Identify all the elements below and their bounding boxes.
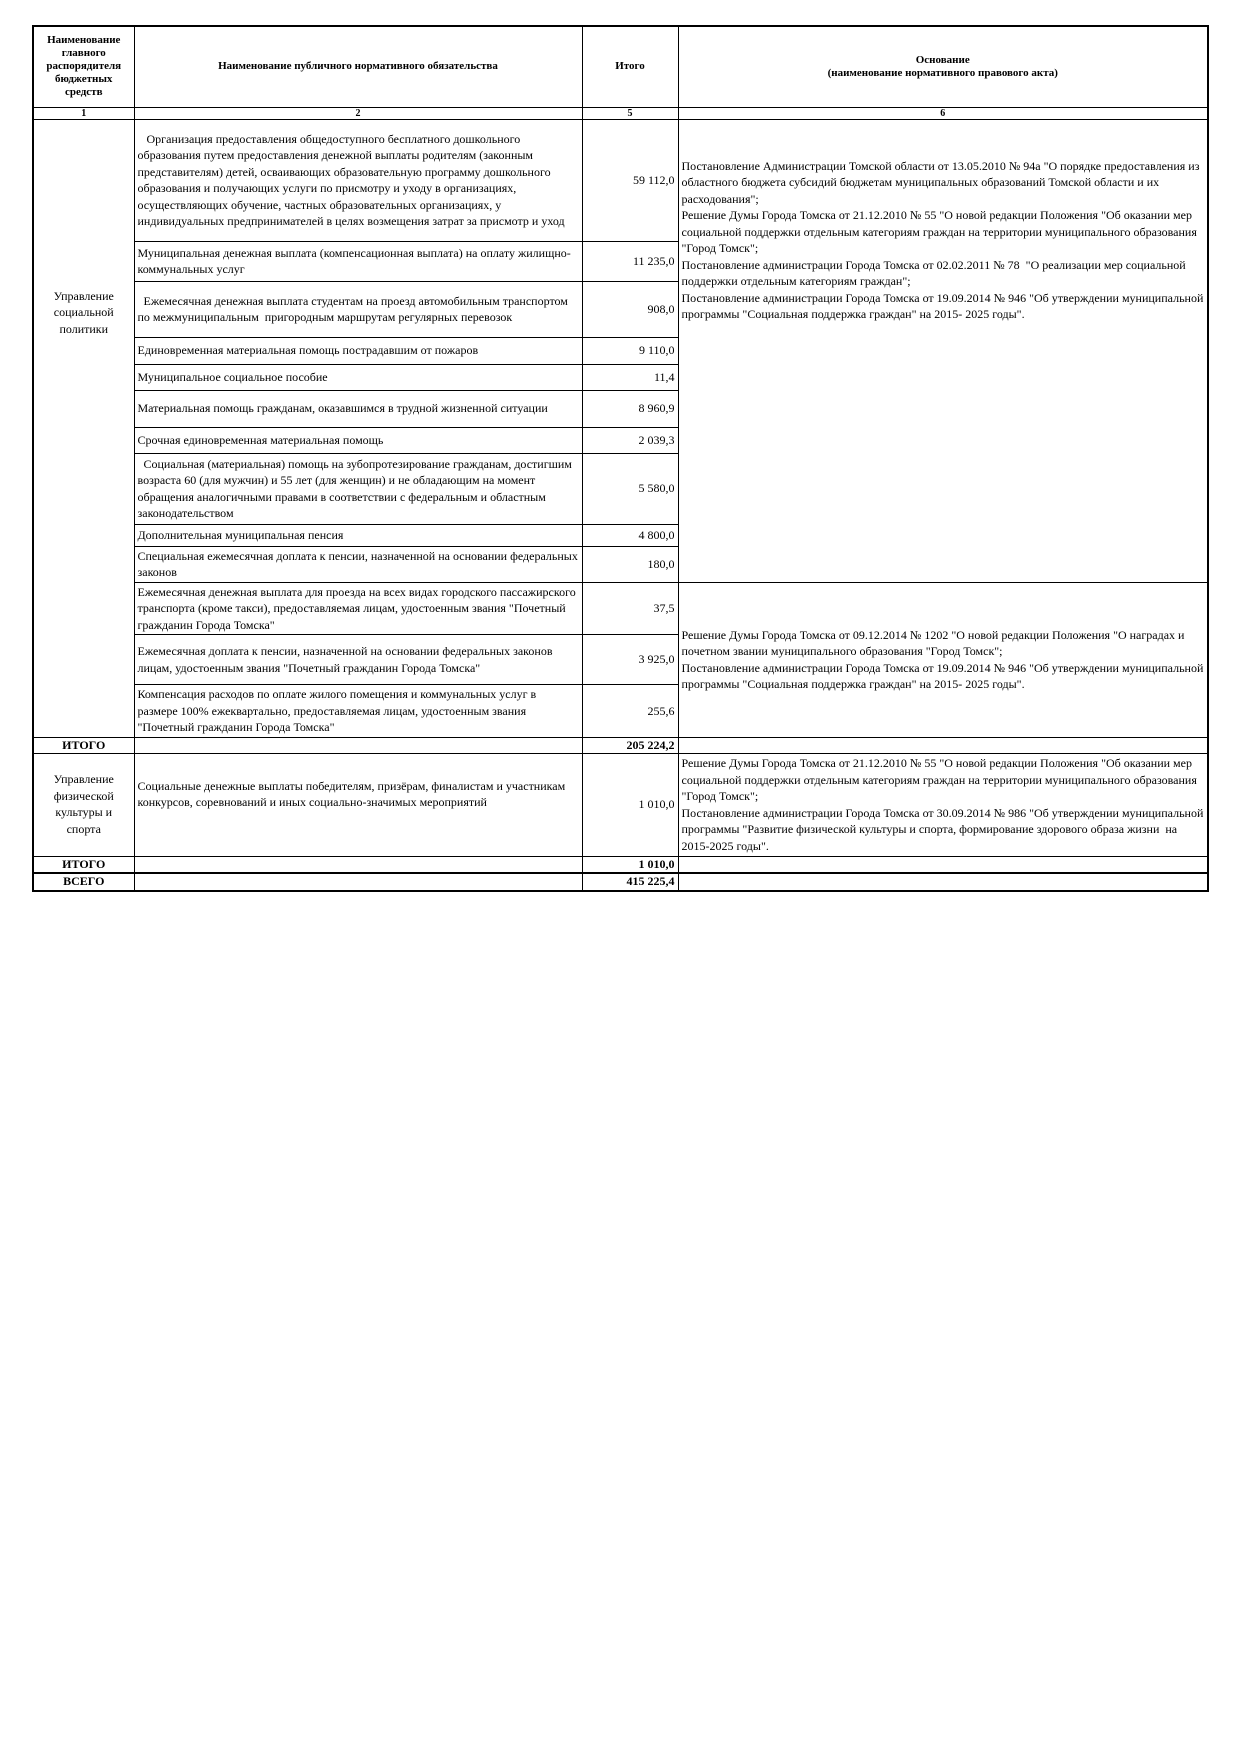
grand-total-label: ВСЕГО xyxy=(33,873,134,891)
subtotal-value: 205 224,2 xyxy=(582,737,678,753)
obligation-name: Муниципальная денежная выплата (компенсационная выплата) на оплату жилищно-коммунальных услуг xyxy=(134,241,582,281)
header-agency: Наименование главного распорядителя бюджетных средств xyxy=(33,26,134,107)
obligation-total: 5 580,0 xyxy=(582,453,678,524)
column-number: 2 xyxy=(134,107,582,119)
obligation-name: Дополнительная муниципальная пенсия xyxy=(134,524,582,546)
agency-sports: Управление физической культуры и спорта xyxy=(33,753,134,856)
obligation-total: 11,4 xyxy=(582,364,678,390)
header-row xyxy=(33,26,1208,107)
basis-honorary-citizen: Решение Думы Города Томска от 09.12.2014 № 1202 "О новой редакции Положения "О наградах и почетном звании муниципального образования "Город Томск"; Постановление администрации Города Томска от 19.09.2014 № 946 "Об утверждении муниципальной программы "Социальная поддержка граждан" на 2015- 2025 годы". xyxy=(678,582,1208,737)
obligation-name: Ежемесячная доплата к пенсии, назначенной на основании федеральных законов лицам, удостоенным звания "Почетный гражданин Города Томска" xyxy=(134,635,582,685)
subtotal-value: 1 010,0 xyxy=(582,856,678,873)
obligation-total: 4 800,0 xyxy=(582,524,678,546)
obligation-name: Срочная единовременная материальная помощь xyxy=(134,427,582,453)
obligation-name: Единовременная материальная помощь пострадавшим от пожаров xyxy=(134,337,582,364)
table-row xyxy=(33,119,1208,241)
obligation-total: 37,5 xyxy=(582,582,678,635)
budget-table xyxy=(32,25,1209,892)
column-number-row xyxy=(33,107,1208,119)
header-obligation: Наименование публичного нормативного обязательства xyxy=(134,26,582,107)
header-basis-title: Основание xyxy=(915,53,970,66)
subtotal-row xyxy=(33,856,1208,873)
obligation-total: 180,0 xyxy=(582,546,678,582)
grand-total-row xyxy=(33,873,1208,891)
table-row xyxy=(33,582,1208,635)
basis-social-support: Постановление Администрации Томской области от 13.05.2010 № 94а "О порядке предоставления из областного бюджета субсидий бюджетам муниципальных образований Томской области и их расходования"; Решение Думы Города Томска от 21.12.2010 № 55 "О новой редакции Положения "Об оказании мер социальной поддержки отдельным категориям граждан на территории муниципального образования "Город Томск"; Постановление администрации Города Томска от 02.02.2011 № 78 "О реализации мер социальной поддержки отдельным категориям граждан"; Постановление администрации Города Томска от 19.09.2014 № 946 "Об утверждении муниципальной программы "Социальная поддержка граждан" на 2015- 2025 годы". xyxy=(678,119,1208,582)
obligation-total: 255,6 xyxy=(582,685,678,738)
obligation-total: 2 039,3 xyxy=(582,427,678,453)
obligation-name: Организация предоставления общедоступного бесплатного дошкольного образования путем предоставления денежной выплаты родителям (законным представителям) детей, осваивающих образовательную программу дошкольного образования и получающих услуги по присмотру и уходу в организациях, осуществляющих обучение, частных образовательных организациях, у индивидуальных предпринимателей в целях возмещения затрат за присмотр и уход xyxy=(134,119,582,241)
obligation-name: Специальная ежемесячная доплата к пенсии, назначенной на основании федеральных законов xyxy=(134,546,582,582)
subtotal-empty-cell xyxy=(134,856,582,873)
subtotal-label: ИТОГО xyxy=(33,737,134,753)
obligation-total: 8 960,9 xyxy=(582,390,678,427)
obligation-name: Ежемесячная денежная выплата студентам на проезд автомобильным транспортом по межмуниципальным пригородным маршрутам регулярных перевозок xyxy=(134,281,582,337)
obligation-name: Материальная помощь гражданам, оказавшимся в трудной жизненной ситуации xyxy=(134,390,582,427)
obligation-total: 11 235,0 xyxy=(582,241,678,281)
column-number: 6 xyxy=(678,107,1208,119)
subtotal-label: ИТОГО xyxy=(33,856,134,873)
column-number: 5 xyxy=(582,107,678,119)
obligation-total: 908,0 xyxy=(582,281,678,337)
obligation-name: Социальная (материальная) помощь на зубопротезирование гражданам, достигшим возраста 60 (для мужчин) и 55 лет (для женщин) и не обладающим на момент обращения аналогичными правами в соответствии с федеральным и областным законодательством xyxy=(134,453,582,524)
obligation-total: 9 110,0 xyxy=(582,337,678,364)
subtotal-empty-cell xyxy=(678,737,1208,753)
obligation-total: 59 112,0 xyxy=(582,119,678,241)
obligation-name: Социальные денежные выплаты победителям, призёрам, финалистам и участникам конкурсов, соревнований и иных социально-значимых мероприятий xyxy=(134,753,582,856)
column-number: 1 xyxy=(33,107,134,119)
header-basis xyxy=(678,26,1208,107)
header-basis-subtitle: (наименование нормативного правового акта) xyxy=(827,66,1058,79)
obligation-name: Компенсация расходов по оплате жилого помещения и коммунальных услуг в размере 100% ежеквартально, предоставляемая лицам, удостоенным звания "Почетный гражданин Города Томска" xyxy=(134,685,582,738)
table-row xyxy=(33,753,1208,856)
grand-total-value: 415 225,4 xyxy=(582,873,678,891)
obligation-total: 3 925,0 xyxy=(582,635,678,685)
subtotal-empty-cell xyxy=(678,856,1208,873)
grand-total-empty-cell xyxy=(678,873,1208,891)
subtotal-empty-cell xyxy=(134,737,582,753)
subtotal-row xyxy=(33,737,1208,753)
obligation-name: Муниципальное социальное пособие xyxy=(134,364,582,390)
basis-sports: Решение Думы Города Томска от 21.12.2010 № 55 "О новой редакции Положения "Об оказании мер социальной поддержки отдельным категориям граждан на территории муниципального образования "Город Томск"; Постановление администрации Города Томска от 30.09.2014 № 986 "Об утверждении муниципальной программы "Развитие физической культуры и спорта, формирование здорового образа жизни на 2015-2025 годы". xyxy=(678,753,1208,856)
obligation-name: Ежемесячная денежная выплата для проезда на всех видах городского пассажирского транспорта (кроме такси), предоставляемая лицам, удостоенным звания "Почетный гражданин Города Томска" xyxy=(134,582,582,635)
grand-total-empty-cell xyxy=(134,873,582,891)
obligation-total: 1 010,0 xyxy=(582,753,678,856)
header-total: Итого xyxy=(582,26,678,107)
agency-social-policy: Управление социальной политики xyxy=(33,119,134,737)
